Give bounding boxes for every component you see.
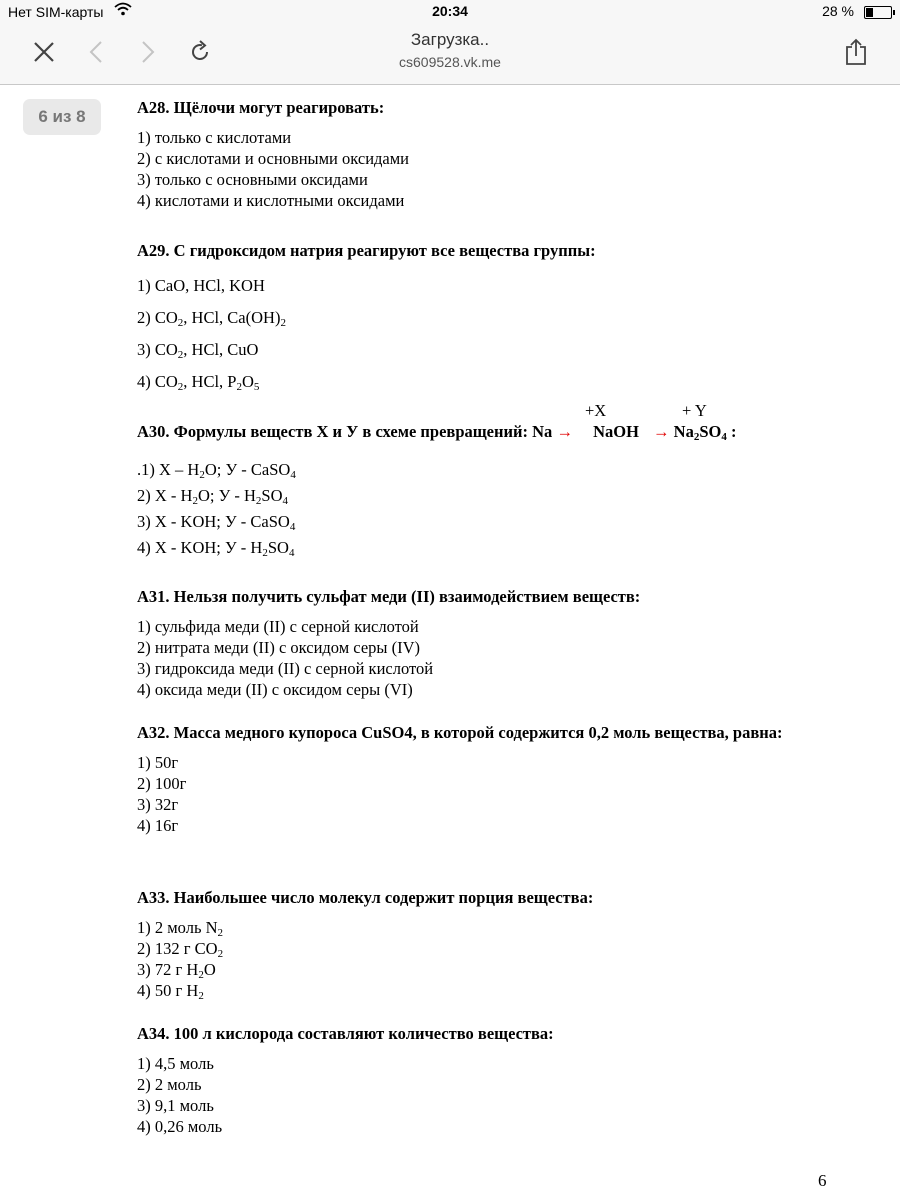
question-title: А28. Щёлочи могут реагировать: (137, 98, 385, 117)
answer-option: 3) 72 г $H_2O$ (137, 960, 216, 981)
answer-option: 2) 132 г $CO_2$ (137, 939, 224, 960)
question-a30 (137, 421, 829, 561)
answer-option: 1) CaO, HCl, KOH (137, 276, 265, 295)
question-title: А32. Масса медного купороса CuSO4, в которой содержится 0,2 моль вещества, равна: (137, 723, 783, 742)
question-a32 (137, 722, 829, 836)
answer-option: 2) $CO_2$, HCl, $Ca(OH)_2$ (137, 308, 286, 329)
answer-option: 4) оксида меди (II) с оксидом серы (VI) (137, 680, 413, 699)
question-title: А29. С гидроксидом натрия реагируют все вещества группы: (137, 241, 596, 260)
battery-icon (864, 6, 892, 19)
question-title: А30. Формулы веществ Х и У в схеме превращений: Na → NaOH → $Na_2SO_4$ : (137, 422, 737, 443)
answer-option: 2) с кислотами и основными оксидами (137, 149, 410, 168)
answer-option: 1) 2 моль $N_2$ (137, 918, 224, 939)
answer-option: 1) 50г (137, 753, 179, 772)
answer-option: 3) только с основными оксидами (137, 170, 368, 189)
answer-option: .1) Х – $H_2O$; У - CaSO$_4$ (137, 460, 296, 481)
share-icon (844, 38, 868, 66)
url-label[interactable]: cs609528.vk.me (399, 54, 501, 70)
arrow-icon: → (653, 422, 670, 441)
answer-option: 2) нитрата меди (II) с оксидом серы (IV) (137, 638, 421, 657)
browser-toolbar (0, 24, 900, 85)
answer-option: 3) 32г (137, 795, 179, 814)
page-number: 6 (818, 1171, 827, 1190)
share-button[interactable] (836, 32, 876, 72)
question-a33 (137, 887, 829, 1001)
answer-option: 4) 50 г $H_2$ (137, 981, 204, 1002)
arrow-icon: → (556, 422, 573, 441)
answer-option: 2) 100г (137, 774, 187, 793)
page-indicator: 6 из 8 (23, 99, 101, 135)
answer-option: 1) сульфида меди (II) с серной кислотой (137, 617, 419, 636)
answer-option: 1) только с кислотами (137, 128, 292, 147)
question-title: А31. Нельзя получить сульфат меди (II) взаимодействием веществ: (137, 587, 641, 606)
battery-percent: 28 % (822, 3, 854, 19)
scheme-label-y: + Y (682, 401, 707, 420)
question-a29 (137, 240, 829, 398)
page-title: Загрузка.. (410, 30, 490, 49)
answer-option: 4) 16г (137, 816, 179, 835)
status-bar (0, 0, 900, 24)
answer-option: 2) Х - $H_2O$; У - $H_2SO_4$ (137, 486, 289, 507)
question-a31 (137, 586, 829, 700)
clock: 20:34 (432, 3, 468, 19)
answer-option: 2) 2 моль (137, 1075, 202, 1094)
carrier-label: Нет SIM-карты (8, 4, 104, 20)
document-viewer[interactable] (0, 85, 886, 1200)
answer-option: 3) $CO_2$, HCl, CuO (137, 340, 259, 361)
answer-option: 4) 0,26 моль (137, 1117, 223, 1136)
answer-option: 4) кислотами и кислотными оксидами (137, 191, 405, 210)
question-a34 (137, 1023, 829, 1137)
answer-option: 4) $CO_2$, HCl, $P_2O_5$ (137, 372, 260, 393)
scrollbar[interactable] (887, 85, 890, 1200)
scheme-label-x: +X (585, 401, 607, 420)
answer-option: 3) 9,1 моль (137, 1096, 214, 1115)
question-a28 (137, 97, 829, 211)
answer-option: 4) Х - KOH; У - $H_2SO_4$ (137, 538, 295, 559)
answer-option: 3) Х - KOH; У - CaSO$_4$ (137, 512, 296, 533)
answer-option: 1) 4,5 моль (137, 1054, 214, 1073)
question-title: А34. 100 л кислорода составляют количество вещества: (137, 1024, 554, 1043)
answer-option: 3) гидроксида меди (II) с серной кислотой (137, 659, 434, 678)
question-title: А33. Наибольшее число молекул содержит порция вещества: (137, 888, 594, 907)
